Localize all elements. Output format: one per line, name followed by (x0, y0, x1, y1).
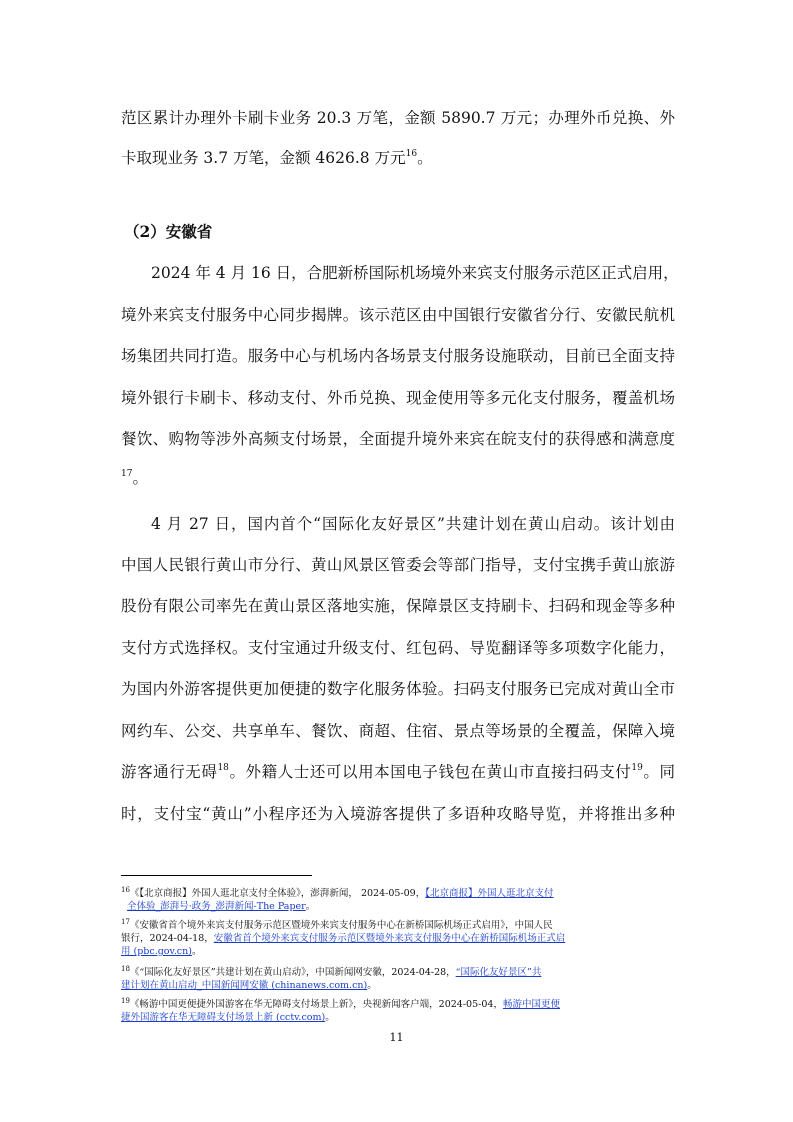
text-run: 游客通行无碍 (121, 763, 218, 781)
footnote-ref[interactable]: 16 (405, 149, 418, 159)
footnote-text: 《畅游中国更便捷外国游客在华无障碍支付场景上新》，央视新闻客户端，2024-05-04， (129, 999, 503, 1010)
footnote-link[interactable]: 捷外国游客在华无障碍支付场景上新 (cctv.com) (121, 1012, 326, 1023)
footnote-19 (121, 995, 676, 1024)
body-text-line: 中国人民银行黄山市分行、黄山风景区管委会等部门指导，支付宝携手黄山旅游 (121, 556, 675, 574)
text-run: 。 (132, 469, 148, 487)
footnote-ref[interactable]: 17 (121, 469, 133, 479)
body-text-line (121, 468, 675, 488)
body-text-line: 股份有限公司率先在黄山景区落地实施，保障景区支持刷卡、扫码和现金等多种 (121, 597, 675, 615)
body-text-line (121, 148, 675, 168)
footnote-text: 。 (325, 1012, 335, 1023)
body-text-line: 时，支付宝“黄山”小程序还为入境游客提供了多语种攻略导览，并将推出多种 (121, 805, 675, 823)
footnote-18 (121, 963, 676, 992)
footnote-link[interactable]: 建计划在黄山启动_中国新闻网安徽 (chinanews.com.cn) (121, 980, 368, 991)
body-text-line: 场集团共同打造。服务中心与机场内各场景支付服务设施联动，目前已全面支持 (121, 347, 675, 365)
footnote-text: 银行，2024-04-18， (121, 933, 214, 944)
footnote-number: 19 (121, 997, 130, 1005)
footnote-ref[interactable]: 18 (217, 763, 229, 773)
footnote-link[interactable]: 全体验_澎湃号·政务_澎湃新闻-The Paper (127, 901, 306, 912)
footnote-number: 17 (121, 918, 130, 926)
footnote-text: 。 (191, 946, 202, 957)
footnote-16 (121, 884, 676, 913)
body-text-line: 2024 年 4 月 16 日，合肥新桥国际机场境外来宾支付服务示范区正式启用， (151, 264, 679, 282)
text-run: 。 (417, 149, 433, 167)
footnote-text: 《“国际化友好景区”共建计划在黄山启动》，中国新闻网安徽，2024-04-28， (129, 967, 456, 978)
text-run: 。同 (642, 763, 675, 781)
body-text-line: 4 月 27 日，国内首个“国际化友好景区”共建计划在黄山启动。该计划由 (151, 515, 675, 533)
section-heading: （2）安徽省 (124, 222, 213, 241)
footnote-text: 《【北京商报】外国人逛北京支付全体验》，澎湃新闻， 2024-05-09， (129, 888, 426, 899)
body-text-line: 餐饮、购物等涉外高频支付场景，全面提升境外来宾在皖支付的获得感和满意度 (121, 430, 675, 448)
footnote-separator (121, 875, 312, 876)
body-text-line: 支付方式选择权。支付宝通过升级支付、红包码、导览翻译等多项数字化能力， (121, 639, 675, 657)
footnote-link[interactable]: “国际化友好景区”共 (455, 967, 542, 978)
body-text-line: 境外来宾支付服务中心同步揭牌。该示范区由中国银行安徽省分行、安徽民航机 (121, 306, 675, 324)
body-text-line: 为国内外游客提供更加便捷的数字化服务体验。扫码支付服务已完成对黄山全市 (121, 680, 675, 698)
body-text-line: 境外银行卡刷卡、移动支付、外币兑换、现金使用等多元化支付服务，覆盖机场 (121, 389, 675, 407)
text-run: 。外籍人士还可以用本国电子钱包在黄山市直接扫码支付 (228, 763, 632, 781)
footnote-ref[interactable]: 19 (631, 763, 643, 773)
footnote-link[interactable]: 【北京商报】外国人逛北京支付 (425, 888, 554, 899)
text-run: 卡取现业务 3.7 万笔，金额 4626.8 万元 (121, 149, 406, 167)
footnote-text: 。 (367, 980, 377, 991)
footnote-number: 18 (121, 965, 130, 973)
footnote-link[interactable]: 畅游中国更便 (502, 999, 560, 1010)
body-text-line: 范区累计办理外卡刷卡业务 20.3 万笔，金额 5890.7 万元；办理外币兑换、外 (121, 109, 675, 127)
body-text-line (121, 762, 675, 782)
footnote-number: 16 (121, 886, 130, 894)
footnote-text: 《安徽省首个境外来宾支付服务示范区暨境外来宾支付服务中心在新桥国际机场正式启用》，中国人民 (129, 920, 553, 931)
footnote-link[interactable]: 用 (pbc.gov.cn) (121, 946, 192, 957)
page-number: 11 (389, 1031, 404, 1044)
body-text-line: 网约车、公交、共享单车、餐饮、商超、住宿、景点等场景的全覆盖，保障入境 (121, 722, 675, 740)
footnote-17 (121, 916, 676, 958)
footnote-text: 。 (305, 901, 316, 912)
footnote-link[interactable]: 安徽省首个境外来宾支付服务示范区暨境外来宾支付服务中心在新桥国际机场正式启 (213, 933, 566, 944)
